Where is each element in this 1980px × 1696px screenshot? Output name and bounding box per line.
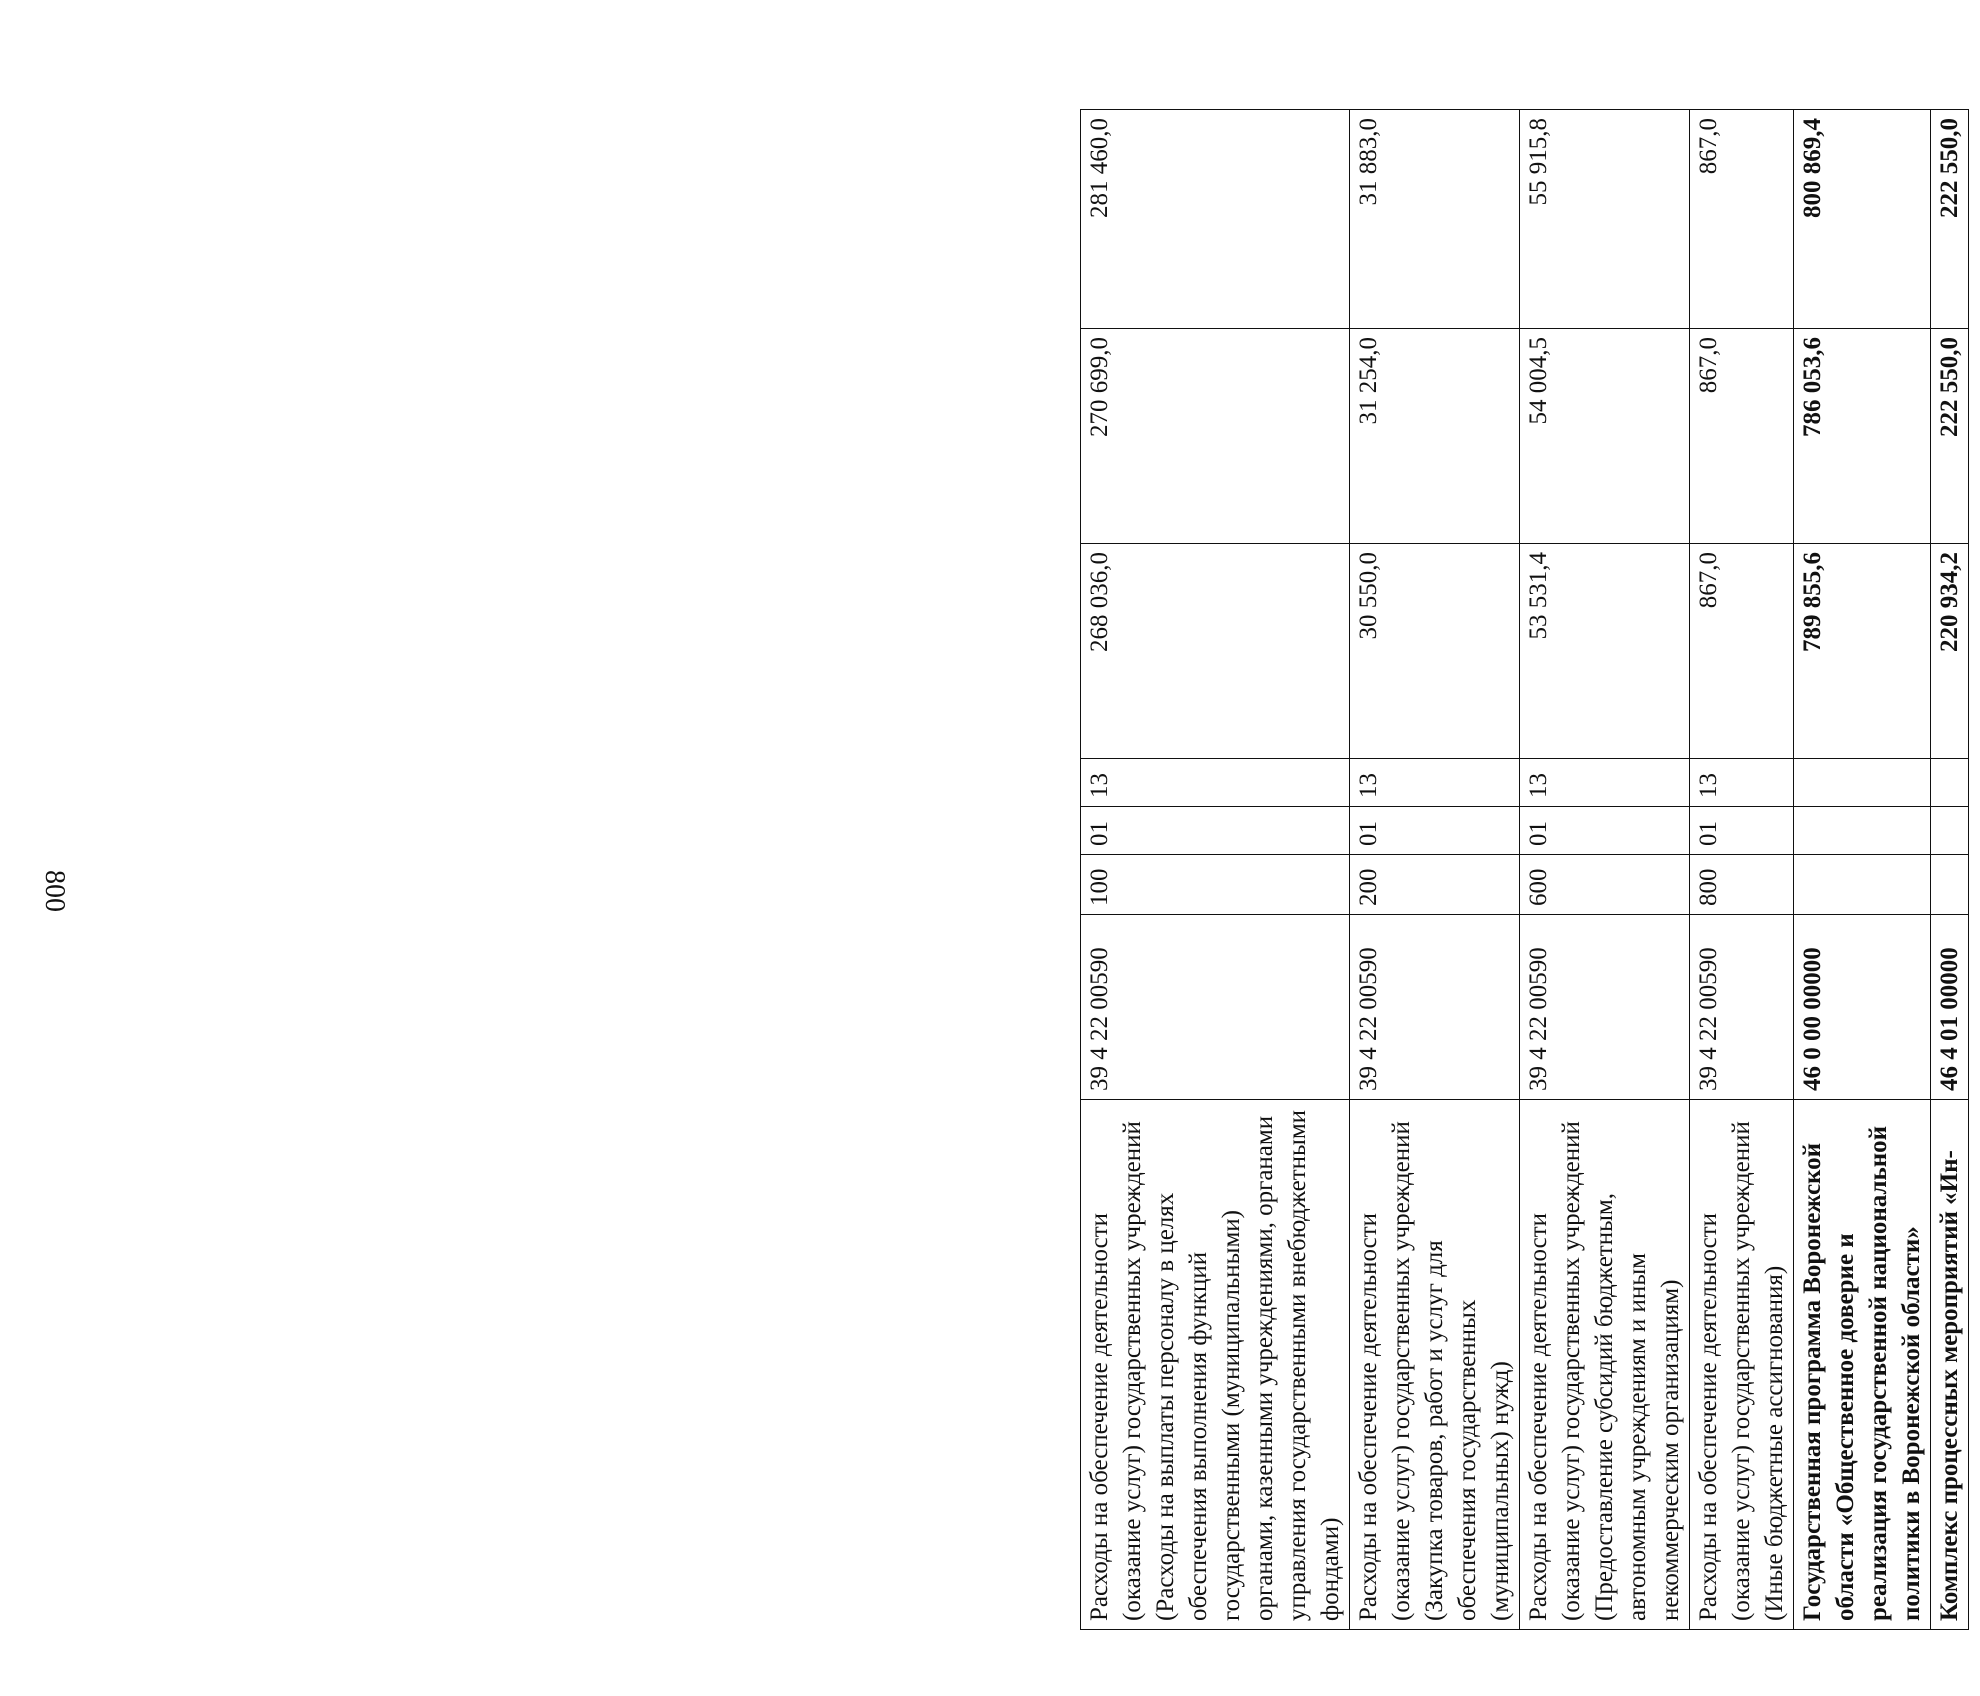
- rotated-content: [1080, 110, 1980, 1630]
- row-code-cell: 39 4 22 00590: [1081, 915, 1350, 1100]
- budget-table: [1080, 109, 1969, 1630]
- row-pr-cell: [1794, 759, 1931, 807]
- row-rz-cell: 01: [1690, 807, 1794, 855]
- row-year1-cell: 220 934,2: [1931, 544, 1969, 759]
- row-year2-cell: 222 550,0: [1931, 329, 1969, 544]
- page-number: 800: [39, 870, 70, 912]
- row-name-cell: Расходы на обеспечение деятельности (оказание услуг) государственных учреждений (Иные бюджетные ассигнования): [1690, 1100, 1794, 1630]
- row-pr-cell: [1931, 759, 1969, 807]
- row-code-cell: 39 4 22 00590: [1350, 915, 1520, 1100]
- row-year2-cell: 31 254,0: [1350, 329, 1520, 544]
- row-year2-cell: 270 699,0: [1081, 329, 1350, 544]
- table-row: [1690, 110, 1794, 1630]
- row-name-cell: Комплекс процессных мероприятий «Ин-: [1931, 1100, 1969, 1630]
- row-name-cell: Расходы на обеспечение деятельности (оказание услуг) государственных учреждений (Расходы на выплаты персоналу в целях обеспечения выполнения функций государственными (муниципальными) органами, казенными учреждениями, органами управления государственными внебюджетными фондами): [1081, 1100, 1350, 1630]
- row-rz-cell: 01: [1350, 807, 1520, 855]
- row-year2-cell: 786 053,6: [1794, 329, 1931, 544]
- row-year2-cell: 867,0: [1690, 329, 1794, 544]
- row-vr-cell: 100: [1081, 855, 1350, 915]
- row-year1-cell: 789 855,6: [1794, 544, 1931, 759]
- row-year1-cell: 53 531,4: [1520, 544, 1690, 759]
- row-name-cell: Расходы на обеспечение деятельности (оказание услуг) государственных учреждений (Предоставление субсидий бюджетным, автономным учреждениям и иным некоммерческим организациям): [1520, 1100, 1690, 1630]
- row-code-cell: 46 0 00 00000: [1794, 915, 1931, 1100]
- row-year3-cell: 55 915,8: [1520, 110, 1690, 329]
- row-pr-cell: 13: [1081, 759, 1350, 807]
- row-year1-cell: 867,0: [1690, 544, 1794, 759]
- row-code-cell: 46 4 01 00000: [1931, 915, 1969, 1100]
- row-rz-cell: [1931, 807, 1969, 855]
- row-vr-cell: 200: [1350, 855, 1520, 915]
- row-year3-cell: 31 883,0: [1350, 110, 1520, 329]
- row-year1-cell: 30 550,0: [1350, 544, 1520, 759]
- row-vr-cell: [1794, 855, 1931, 915]
- row-year1-cell: 268 036,0: [1081, 544, 1350, 759]
- row-vr-cell: [1931, 855, 1969, 915]
- table-body: [1081, 110, 1969, 1630]
- rotated-table-area: [200, 110, 1963, 1630]
- row-vr-cell: 600: [1520, 855, 1690, 915]
- row-vr-cell: 800: [1690, 855, 1794, 915]
- row-year3-cell: 281 460,0: [1081, 110, 1350, 329]
- table-row: [1081, 110, 1350, 1630]
- table-row: [1350, 110, 1520, 1630]
- row-pr-cell: 13: [1690, 759, 1794, 807]
- row-code-cell: 39 4 22 00590: [1520, 915, 1690, 1100]
- row-rz-cell: 01: [1081, 807, 1350, 855]
- row-pr-cell: 13: [1350, 759, 1520, 807]
- row-rz-cell: 01: [1520, 807, 1690, 855]
- table-row: [1520, 110, 1690, 1630]
- row-year2-cell: 54 004,5: [1520, 329, 1690, 544]
- row-year3-cell: 222 550,0: [1931, 110, 1969, 329]
- row-rz-cell: [1794, 807, 1931, 855]
- table-row: [1931, 110, 1969, 1630]
- row-code-cell: 39 4 22 00590: [1690, 915, 1794, 1100]
- row-year3-cell: 867,0: [1690, 110, 1794, 329]
- table-row: [1794, 110, 1931, 1630]
- row-name-cell: Государственная программа Воронежской области «Общественное доверие и реализация государственной национальной политики в Воронежской области»: [1794, 1100, 1931, 1630]
- row-year3-cell: 800 869,4: [1794, 110, 1931, 329]
- row-pr-cell: 13: [1520, 759, 1690, 807]
- row-name-cell: Расходы на обеспечение деятельности (оказание услуг) государственных учреждений (Закупка товаров, работ и услуг для обеспечения государственных (муниципальных) нужд): [1350, 1100, 1520, 1630]
